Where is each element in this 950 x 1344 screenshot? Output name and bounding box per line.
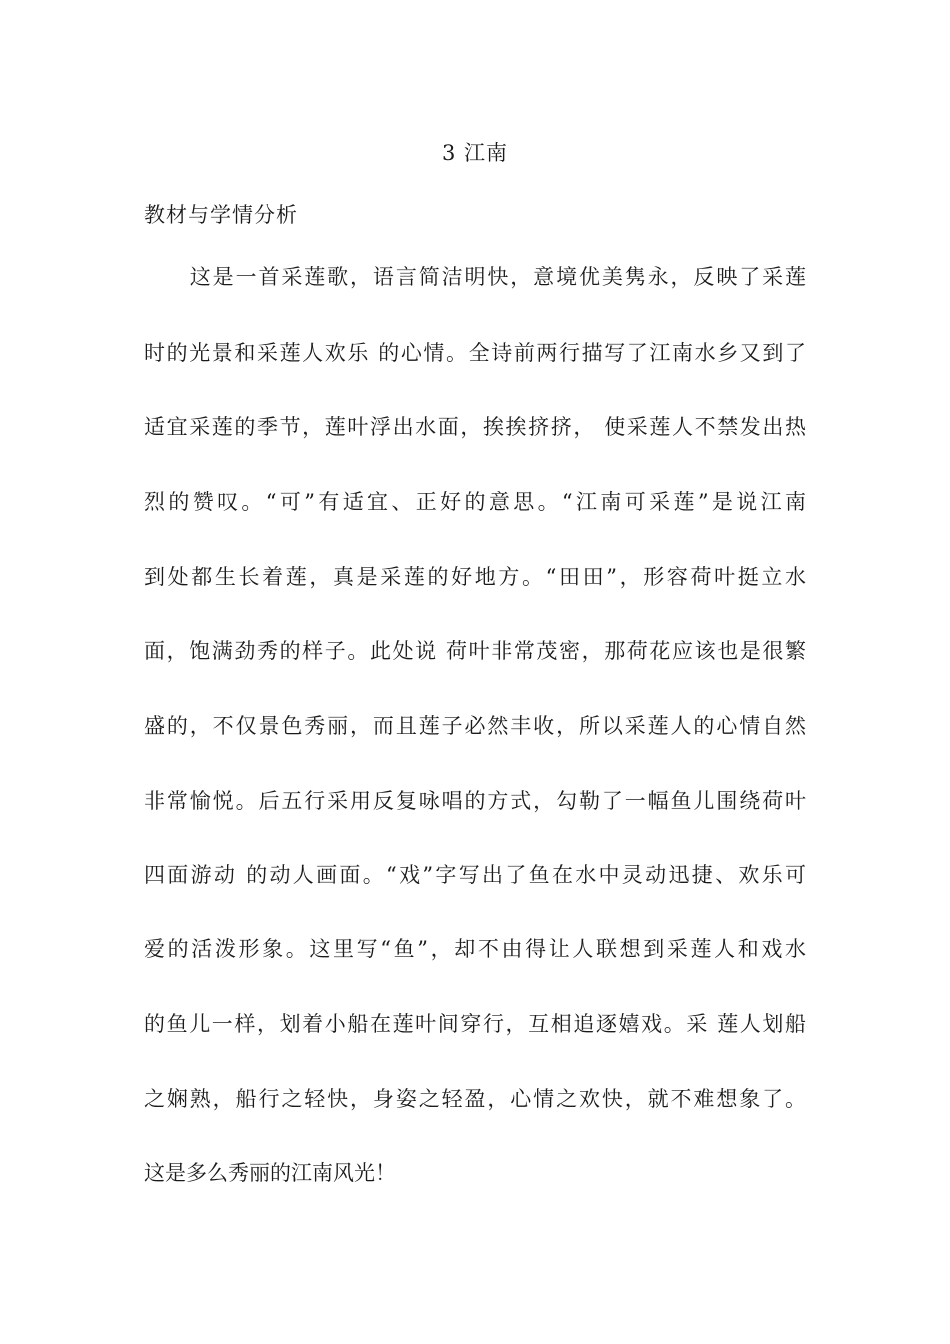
paragraph-line: 适宜采莲的季节，莲叶浮出水面，挨挨挤挤， 使采莲人不禁发出热 [144,415,806,439]
paragraph-line: 盛的，不仅景色秀丽，而且莲子必然丰收，所以采莲人的心情自然 [144,714,806,738]
paragraph-line: 到处都生长着莲，真是采莲的好地方。“田田”，形容荷叶挺立水 [144,565,806,589]
paragraph-line-last: 这是多么秀丽的江南风光！ [144,1161,396,1185]
paragraph-line: 烈的赞叹。“可”有适宜、正好的意思。“江南可采莲”是说江南 [144,490,806,514]
paragraph-line: 四面游动 的动人画面。“戏”字写出了鱼在水中灵动迅捷、欢乐可 [144,863,806,887]
paragraph-line: 面，饱满劲秀的样子。此处说 荷叶非常茂密，那荷花应该也是很繁 [144,639,806,663]
paragraph-line: 非常愉悦。后五行采用反复咏唱的方式，勾勒了一幅鱼儿围绕荷叶 [144,789,806,813]
paragraph-line: 的鱼儿一样，划着小船在莲叶间穿行，互相追逐嬉戏。采 莲人划船 [144,1012,806,1036]
section-heading: 教材与学情分析 [144,203,298,227]
paragraph-line: 这是一首采莲歌，语言简洁明快，意境优美隽永，反映了采莲 [144,265,806,289]
page-title: 3 江南 [441,141,509,165]
paragraph-line: 爱的活泼形象。这里写“鱼”，却不由得让人联想到采莲人和戏水 [144,937,806,961]
paragraph-line: 时的光景和采莲人欢乐 的心情。全诗前两行描写了江南水乡又到了 [144,341,806,365]
paragraph-line: 之娴熟，船行之轻快，身姿之轻盈，心情之欢快，就不难想象了。 [144,1087,806,1111]
